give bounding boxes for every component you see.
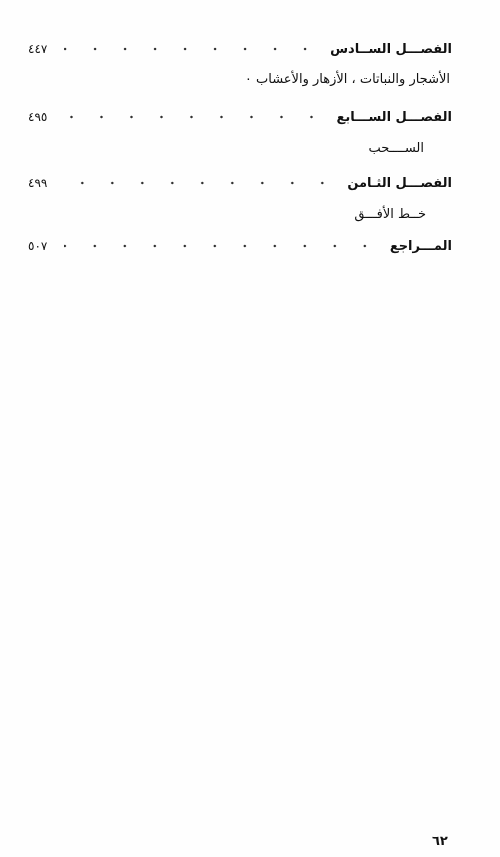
dot-leader (64, 172, 337, 194)
chapter-title: الفصـــل الثـامن (347, 175, 452, 191)
page-number: ٤٩٥ (28, 110, 48, 124)
chapter-subtitle: الســــحب (368, 141, 424, 156)
chapter-title: المـــراجع (389, 238, 452, 254)
toc-entry-chapter-7 (28, 106, 452, 128)
dot-leader (64, 235, 380, 257)
toc-entry-references (28, 235, 452, 257)
chapter-title: الفصـــل الســـابع (336, 109, 452, 125)
chapter-subtitle: خــط الأفـــق (354, 207, 426, 222)
page-number: ٥٠٧ (28, 239, 48, 253)
chapter-subtitle: الأشجار والنباتات ، الأزهار والأعشاب ٠ (244, 72, 450, 87)
dot-leader (64, 106, 326, 128)
page-number: ٤٤٧ (28, 42, 48, 56)
toc-entry-chapter-6 (28, 38, 452, 60)
page-number: ٤٩٩ (28, 176, 48, 190)
toc-entry-chapter-8 (28, 172, 452, 194)
chapter-title: الفصـــل الســادس (330, 41, 452, 57)
folio-page-number: ٦٢ (432, 834, 448, 849)
dot-leader (64, 38, 320, 60)
